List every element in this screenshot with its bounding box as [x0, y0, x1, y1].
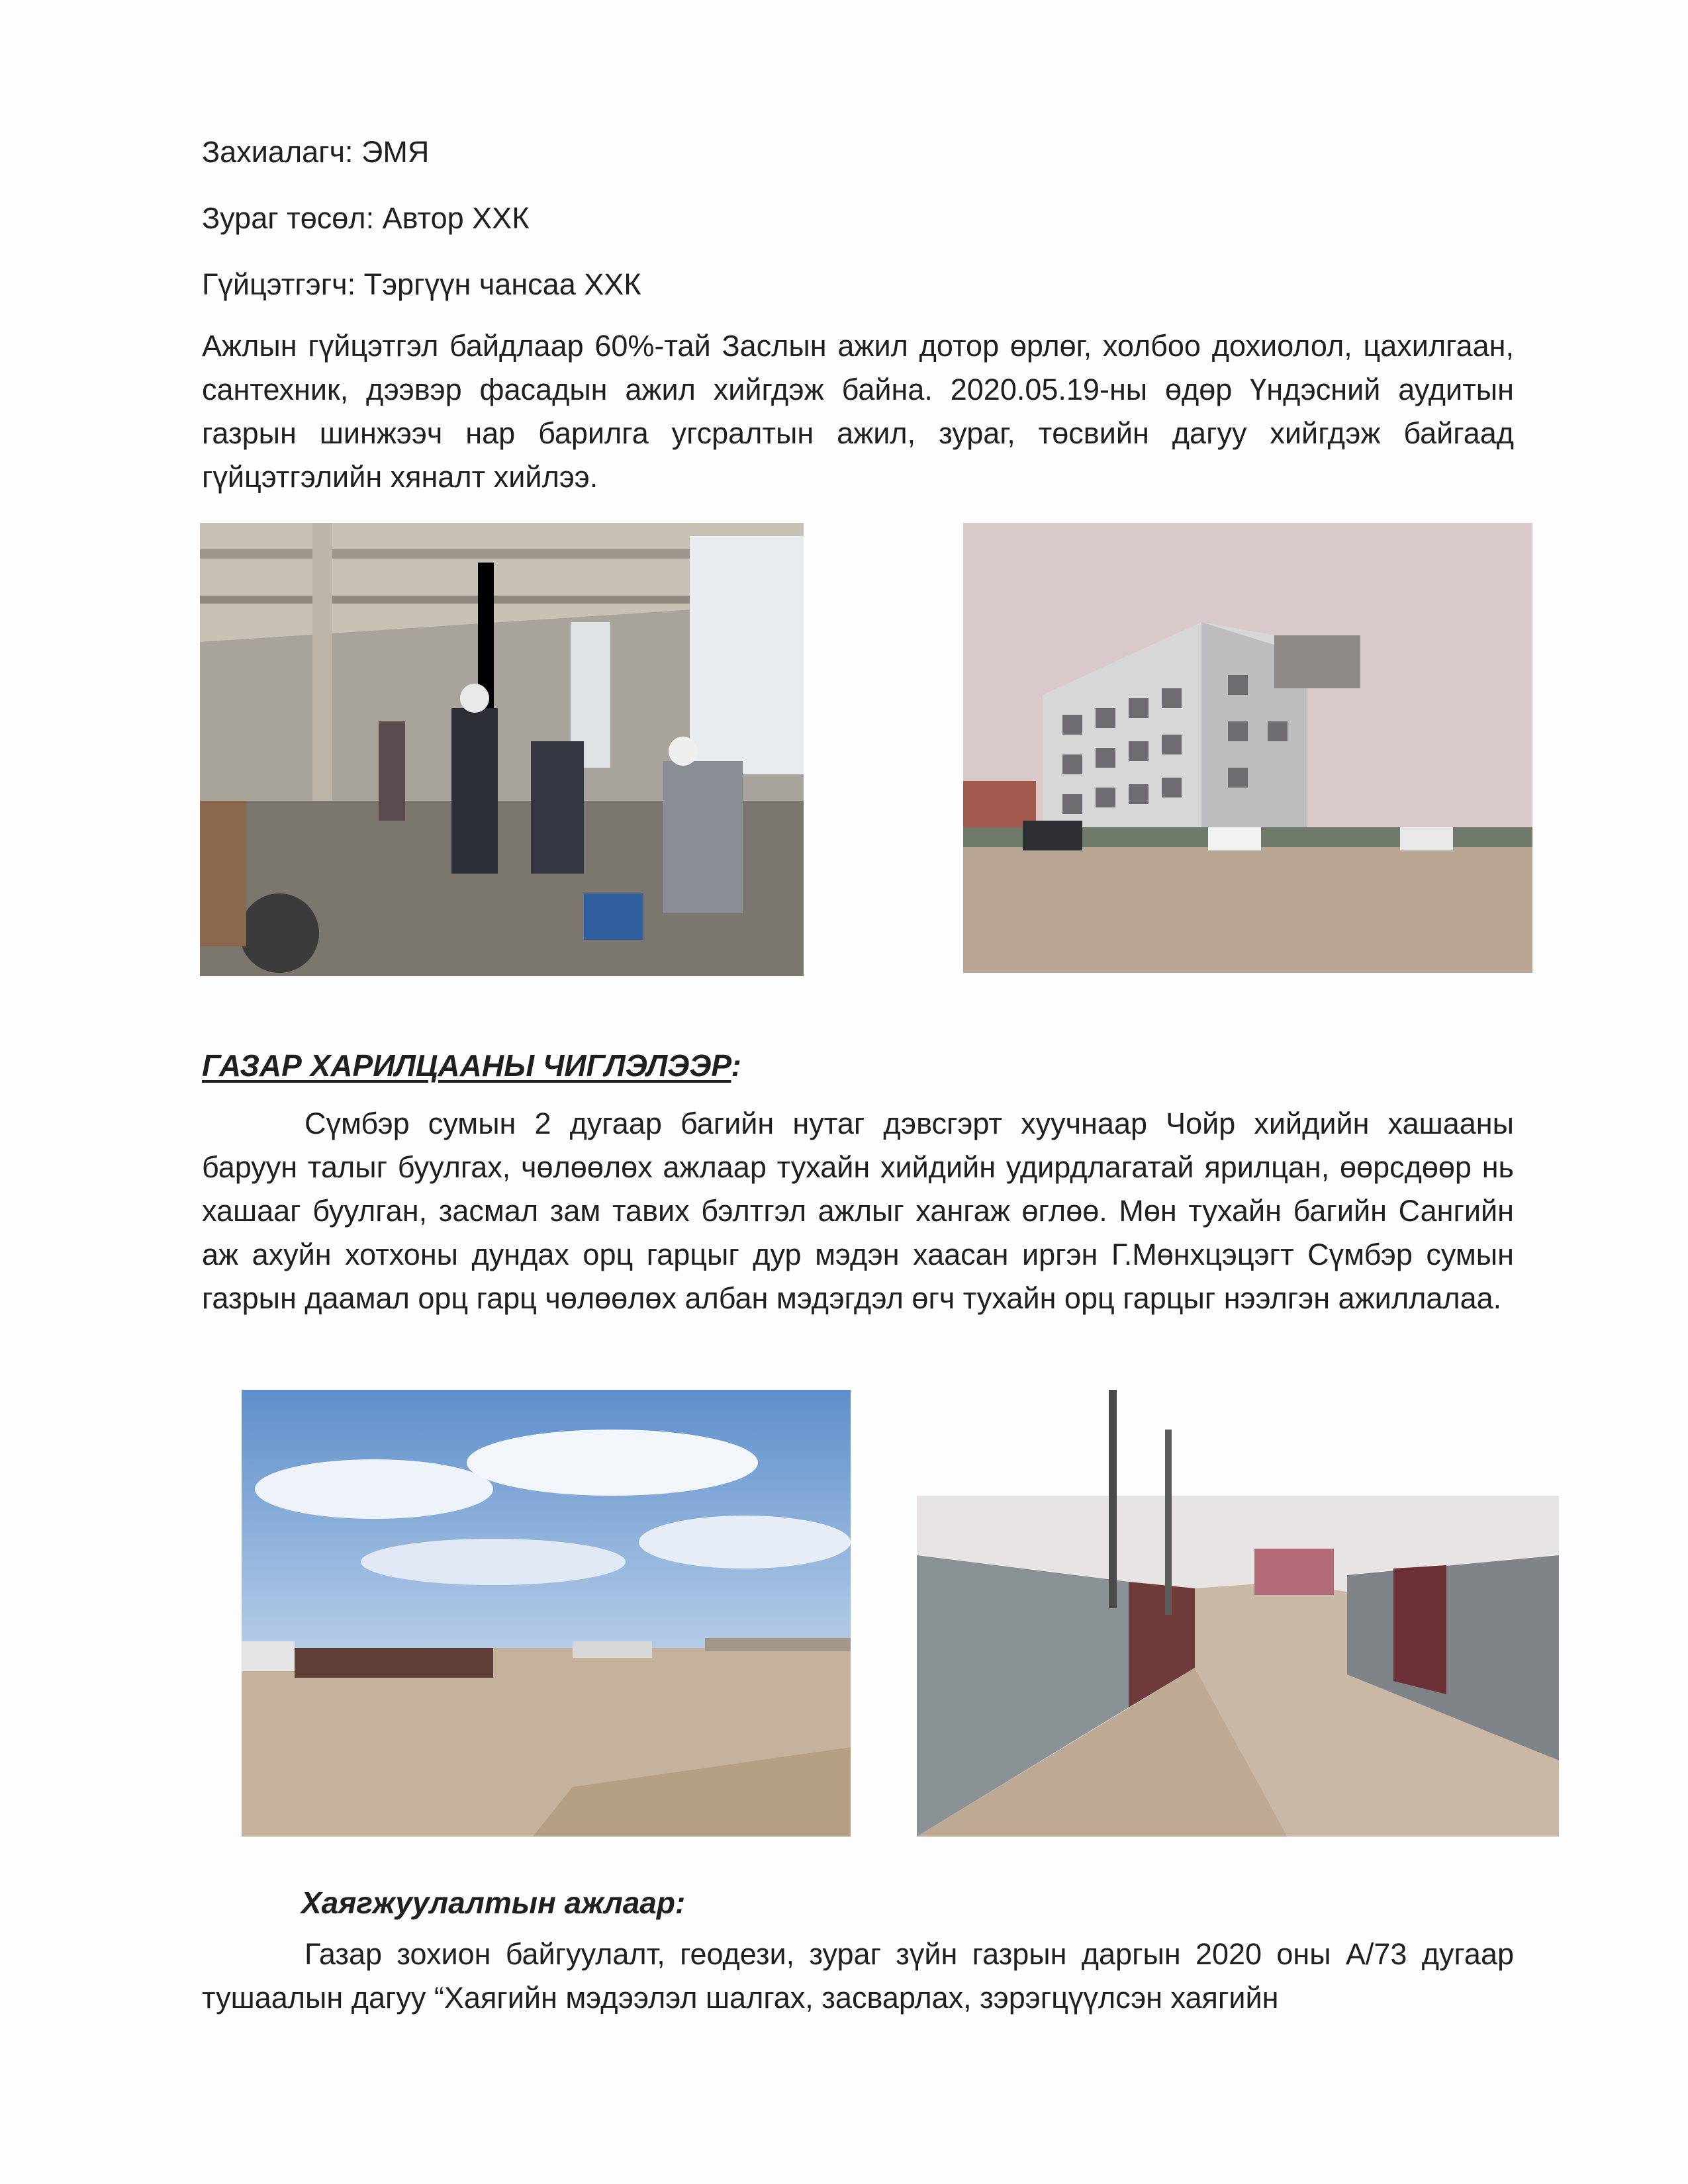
- building-exterior-photo: [963, 523, 1532, 973]
- address-section-heading: Хаягжуулалтын ажлаар:: [301, 1886, 686, 1920]
- land-section-heading-text: ГАЗАР ХАРИЛЦААНЫ ЧИГЛЭЛЭЭР: [202, 1048, 731, 1083]
- client-line: Захиалагч: ЭМЯ: [202, 135, 430, 169]
- land-section-paragraph: Сүмбэр сумын 2 дугаар багийн нутаг дэвсгэрт хуучнаар Чойр хийдийн хашааны баруун талыг буулгах, чөлөөлөх ажлаар тухайн хийдийн удирдлагатай ярилцан, өөрсдөөр нь хашааг буулган, засмал зам тавих бэлтгэл ажлыг хангаж өглөө. Мөн тухайн багийн Сангийн аж ахуйн хотхоны дундах орц гарцыг дур мэдэн хаасан иргэн Г.Мөнхцэцэгт Сүмбэр сумын газрын даамал орц гарц чөлөөлөх албан мэдэгдэл өгч тухайн орц гарцыг нээлгэн ажиллалаа.: [202, 1107, 1514, 1315]
- land-section-heading: [202, 1046, 741, 1085]
- land-section-heading-colon: :: [731, 1048, 741, 1083]
- progress-paragraph: Ажлын гүйцэтгэл байдлаар 60%-тай Заслын ажил дотор өрлөг, холбоо дохиолол, цахилгаан, сантехник, дээвэр фасадын ажил хийгдэж байна. 2020.05.19-ны өдөр Үндэсний аудитын газрын шинжээч нар барилга угсралтын ажил, зураг, төсвийн дагуу хийгдэж байгаад гүйцэтгэлийн хяналт хийлээ.: [202, 329, 1514, 494]
- design-line: Зураг төсөл: Автор ХХК: [202, 201, 530, 235]
- contractor-line: Гүйцэтгэгч: Тэргүүн чансаа ХХК: [202, 267, 641, 301]
- open-land-photo: [242, 1390, 851, 1837]
- address-section-paragraph: Газар зохион байгуулалт, геодези, зураг зүйн газрын даргын 2020 оны А/73 дугаар тушаалын дагуу “Хаягийн мэдээлэл шалгах, засварлах, зэрэгцүүлсэн хаягийн: [202, 1937, 1514, 2015]
- interior-construction-photo: [200, 523, 804, 976]
- fenced-alley-photo: [917, 1390, 1559, 1837]
